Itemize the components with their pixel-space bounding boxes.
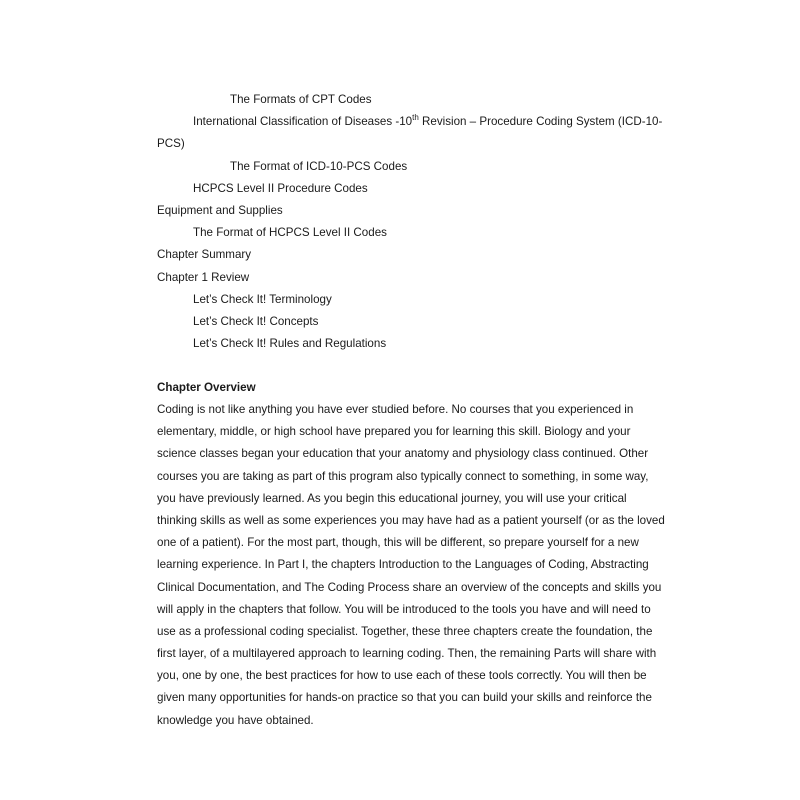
paragraph-line: use as a professional coding specialist. Together, these three chapters create the foundation, the (157, 624, 653, 638)
outline-item-check-rules: Let’s Check It! Rules and Regulations (193, 337, 387, 350)
paragraph-line: first layer, of a multilayered approach to learning coding. Then, the remaining Parts will share with (157, 647, 657, 661)
outline-item-chapter-summary: Chapter Summary (157, 248, 252, 261)
outline-item-chapter-review: Chapter 1 Review (157, 271, 250, 284)
paragraph-line: will apply in the chapters that follow. You will be introduced to the tools you have and will need to (157, 602, 651, 616)
outline-item-format-icd10pcs: The Format of ICD-10-PCS Codes (230, 160, 408, 173)
paragraph-line: science classes began your education that your anatomy and physiology class continued. Other (157, 447, 649, 461)
outline-item-check-concepts: Let’s Check It! Concepts (193, 315, 319, 328)
ordinal-superscript: th (412, 113, 419, 123)
paragraph-line: courses you are taking as part of this program also typically connect to something, in some way, (157, 469, 649, 483)
outline-item-icd10pcs (193, 115, 662, 129)
outline-item-hcpcs-level2: HCPCS Level II Procedure Codes (193, 182, 368, 195)
paragraph-line: you, one by one, the best practices for how to use each of these tools correctly. You will then be (157, 669, 647, 683)
outline-item-format-hcpcs: The Format of HCPCS Level II Codes (193, 226, 387, 239)
outline-item-equipment-supplies: Equipment and Supplies (157, 204, 283, 217)
paragraph-line: given many opportunities for hands-on practice so that you can build your skills and reinforce the (157, 691, 652, 705)
paragraph-line: you have previously learned. As you begin this educational journey, you will use your critical (157, 491, 627, 505)
paragraph-line: thinking skills as well as some experiences you may have had as a patient yourself (or as the loved (157, 513, 665, 527)
outline-item-icd10pcs-text: International Classification of Diseases -10 (193, 115, 413, 128)
paragraph-line: knowledge you have obtained. (157, 713, 314, 727)
section-heading: Chapter Overview (157, 381, 256, 394)
paragraph-line: learning experience. In Part I, the chapters Introduction to the Languages of Coding, Abstracting (157, 558, 649, 572)
outline-item-formats-cpt: The Formats of CPT Codes (230, 93, 372, 106)
outline-item-check-terminology: Let’s Check It! Terminology (193, 293, 332, 306)
paragraph-line: one of a patient). For the most part, though, this will be different, so prepare yourself for a new (157, 536, 639, 550)
outline-item-icd10pcs-wrap: PCS) (157, 137, 185, 150)
paragraph-line: elementary, middle, or high school have prepared you for learning this skill. Biology and your (157, 425, 631, 439)
paragraph-line: Coding is not like anything you have ever studied before. No courses that you experienced in (157, 403, 634, 416)
overview-paragraph (157, 403, 665, 736)
outline-item-icd10pcs-text-cont: Revision – Procedure Coding System (ICD-10- (418, 115, 663, 128)
paragraph-line: Clinical Documentation, and The Coding Process share an overview of the concepts and skills you (157, 580, 662, 594)
